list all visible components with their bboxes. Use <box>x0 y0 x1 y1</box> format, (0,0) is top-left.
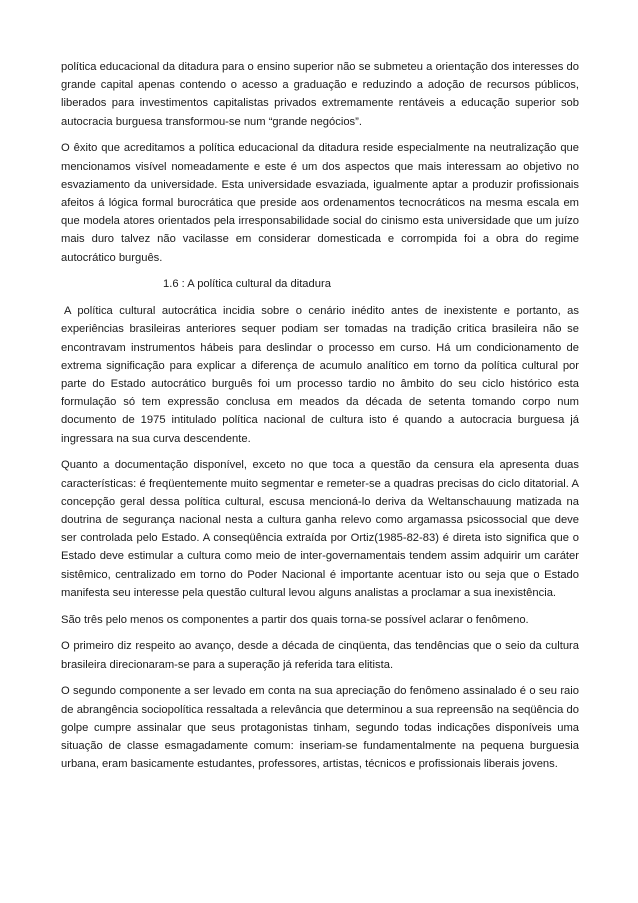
paragraph-segundo: O segundo componente a ser levado em conta na sua apreciação do fenômeno assinalado é o seu raio de abrangência sociopolítica ressaltada a relevância que determinou a sua repreensão na seqüência do golpe cumpre assinalar que seus protagonistas tinham, segundo todas indicações disponíveis uma situação de classe esmagadamente comum: inseriam-se fundamentalmente na pequena burguesia urbana, eram basicamente estudantes, professores, artistas, técnicos e profissionais liberais jovens. <box>61 685 579 771</box>
paragraph-documentacao: Quanto a documentação disponível, exceto no que toca a questão da censura ela apresenta duas características: é freqüentemente muito segmentar e remeter-se a quadras precisas do ciclo ditatorial. A concepção geral dessa política cultural, escusa mencioná-lo deriva da Weltanschauung matizada na doutrina de segurança nacional nesta a cultura ganha relevo como argamassa psicossocial que deve ser controlada pelo Estado. A conseqüência extraída por Ortiz(1985-82-83) é direta isto significa que o Estado deve estimular a cultura como meio de inter-governamentais tendem assim adquirir um caráter sistêmico, centralizado em torno do Poder Nacional é importante acentuar isto ou seja que o Estado manifesta seu interesse pela questão cultural levou alguns analistas a proclamar a sua inexistência. <box>61 459 579 599</box>
paragraph-componentes: São três pelo menos os componentes a partir dos quais torna-se possível aclarar o fenômeno. <box>61 613 529 626</box>
paragraph-primeiro: O primeiro diz respeito ao avanço, desde a década de cinqüenta, das tendências que o seio da cultura brasileira direcionaram-se para a superação já referida tara elitista. <box>61 640 579 671</box>
document-page <box>61 58 579 782</box>
paragraph-exito: O êxito que acreditamos a política educacional da ditadura reside especialmente na neutralização que mencionamos visível nomeadamente e este é um dos aspectos que mais interessam ao objetivo no esvaziamento da universidade. Esta universidade esvaziada, igualmente aptar a produzir profissionais afeitos á lógica formal burocrática que preside aos ordenamentos tecnocráticos na mesma escala em que modela atores orientados pela irresponsabilidade social do cinismo esta universidade que um juízo mais duro talvez não vacilasse em considerar domesticada e corrompida foi a obra do regime autocrático burguês. <box>61 142 579 264</box>
paragraph-politica-cultural: A política cultural autocrática incidia sobre o cenário inédito antes de inexistente e portanto, as experiências brasileiras anteriores sequer podiam ser tomadas na tradição critica brasileira não se encontravam instrumentos hábeis para deslindar o processo em curso. Há um condicionamento de extrema significação para explicar a diferença de acumulo analítico em torno da política cultural por parte do Estado autocrático burguês foi um processo tardio no âmbito do seu ciclo histórico esta formulação só tem expressão conclusa em meados da década de setenta tomando corpo num documento de 1975 intitulado política nacional de cultura isto é quando a autocracia burguesa já ingressara na sua curva descendente. <box>61 305 579 445</box>
section-heading: 1.6 : A política cultural da ditadura <box>163 278 331 291</box>
paragraph-continuation: política educacional da ditadura para o ensino superior não se submeteu a orientação dos interesses do grande capital apenas contendo o acesso a graduação e reduzindo a adoção de recursos públicos, liberados para investimentos capitalistas privados extremamente rentáveis a educação superior sob autocracia burguesa transformou-se num “grande negócios”. <box>61 61 579 128</box>
